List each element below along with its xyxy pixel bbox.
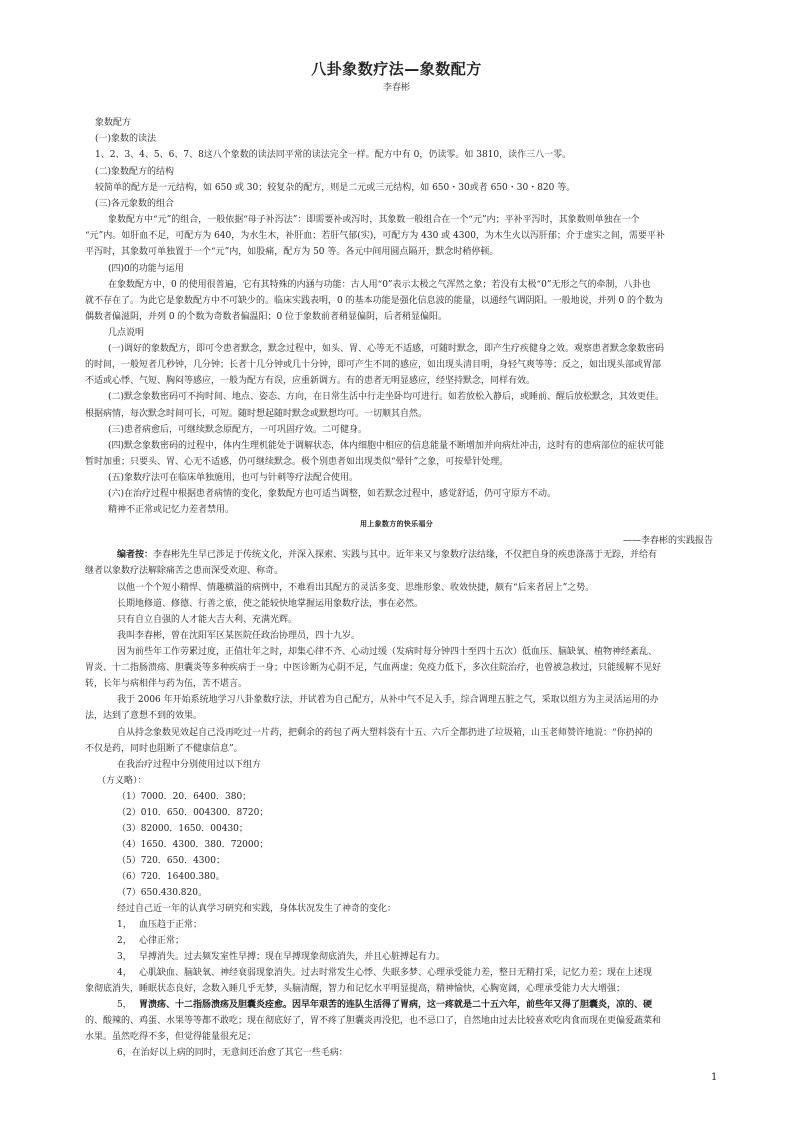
paragraph-line: 我于 2006 年开始系统地学习八卦象数疗法，并试着为自己配方，从补中气不足入手，综合调理五脏之气，采取以组方为主灵活运用的办 — [117, 695, 659, 705]
section-3-title: (三)各元象数的组合 — [95, 199, 175, 209]
change-number: 2， — [117, 936, 132, 946]
change-text: 心肌缺血、脑缺氧、神经衰弱现象消失。过去时常发生心悸、失眠多梦、心理承受能力差，整日无精打采，记忆力差；现在上述现 — [139, 968, 653, 978]
paragraph-line: 6，在治好以上病的同时，无意间还治愈了其它一些毛病： — [117, 1048, 348, 1058]
paragraph-line: 只有自立自强的人才能大吉大利、充满光辉。 — [117, 615, 298, 625]
report-title: 用上象数方的快乐福分 — [360, 520, 433, 528]
paragraph-line: 继者以象数疗法解除痛苦之患而深受欢迎、称奇。 — [85, 566, 284, 576]
paragraph-line: 象彻底消失，睡眠状态良好，念数入睡几乎无梦，头脑清醒，智力和记忆水平明显提高，精神愉快，心胸宽阔，心理承受能力大大增强； — [85, 984, 626, 994]
editor-text: 李春彬先生早已涉足于传统文化，并深入探索、实践与其中。近年来又与象数疗法结缘，不仅把自身的疾患涤荡于无踪，并给有 — [153, 550, 658, 560]
change-text: 血压趋于正常； — [139, 920, 203, 930]
change-item — [117, 935, 737, 947]
editor-note-line — [117, 549, 737, 561]
paragraph-line: (四)默念象数密码的过程中，体内生理机能处于调解状态，体内细胞中相应的信息能量不断增加并向病灶冲击，这时有的患病部位的症状可能 — [108, 441, 665, 451]
formula-item: （1）7000．20．6400．380； — [117, 792, 252, 802]
paragraph-line: 不适或心悸、气短、胸闷等感应，一般为配方有误，应重新调方。有的患者无明显感应，经坚持默念，同样有效。 — [85, 376, 536, 386]
paragraph-line: 经过自己近一年的认真学习研究和实践，身体状况发生了神奇的变化： — [117, 904, 397, 914]
editor-label: 编者按： — [117, 550, 154, 560]
change-item — [117, 951, 737, 963]
change-text: 心律正常； — [139, 936, 185, 946]
formula-item: （6）720．16400.380。 — [117, 872, 225, 882]
formula-item: （7）650.430.820。 — [117, 888, 207, 898]
document-title: 八卦象数疗法—象数配方 — [311, 60, 482, 78]
section-heading: 象数配方 — [95, 118, 132, 128]
formula-item: （5）720．650．4300； — [117, 856, 225, 866]
change-item — [117, 967, 737, 979]
paragraph-line: 水果。虽然吃得不多，但觉得能量很充足； — [85, 1032, 257, 1042]
paragraph-line: 的、酸辣的、鸡蛋、水果等等都不敢吃；现在彻底好了，胃不疼了胆囊炎再没犯，也不忌口了，自然地由过去比较喜欢吃肉食而现在更偏爱蔬菜和 — [85, 1016, 662, 1026]
paragraph-line: 转，长年与病相伴与药为伍，苦不堪言。 — [85, 679, 248, 689]
paragraph-line: (二)默念象数密码可不拘时间、地点、姿态、方向，在日常生活中行走坐卧均可进行。如若放松入静后，或睡前、醒后放松默念，其效更佳。 — [108, 392, 665, 402]
change-text: 胃溃疡、十二指肠溃疡及胆囊炎痊愈。因早年艰苦的连队生活得了胃病，这一疼就是二十五六年，前些年又得了胆囊炎，凉的、硬 — [139, 1000, 653, 1010]
change-number: 3， — [117, 952, 132, 962]
paragraph-line: 偶数者偏滋阴，并列 0 的个数为奇数者偏温阳；0 位于象数前者稍显偏阴，后者稍显偏阳。 — [85, 312, 448, 322]
change-number: 4， — [117, 968, 132, 978]
section-4-title: (四)0的功能与运用 — [108, 264, 184, 274]
paragraph-line: 在象数配方中，0 的使用很普遍，它有其特殊的内涵与功能：古人用“0”表示太极之气浑然之象；若没有太极“0”无形之气的牵制，八卦也 — [108, 280, 651, 290]
section-2-title: (二)象数配方的结构 — [95, 167, 175, 177]
paragraph-line: 根据病情，每次默念时间可长，可短。随时想起随时默念或默想均可。一切顺其自然。 — [85, 409, 428, 419]
change-number: 5， — [117, 1000, 132, 1010]
paragraph-line: 在我治疗过程中分别使用过以下组方 — [117, 760, 262, 770]
paragraph-line: 平泻时，其象数可单独置于一个“元”内，如股痛，配方为 50 等。各元中间用圆点隔开，默念时稍停顿。 — [85, 247, 499, 257]
paragraph-line: (一)调好的象数配方，即可令患者默念，默念过程中，如头、胃、心等无不适感，可随时默念，即产生疗疾健身之效。观察患者默念象数密码 — [108, 344, 665, 354]
page-number: 1 — [711, 1072, 718, 1083]
section-1-text: 1、2、3、4、5、6、7、8这八个象数的读法同平常的读法完全一样。配方中有 0，仍读零。如 3810，读作三八一零。 — [95, 150, 572, 160]
paragraph-line: (五)象数疗法可在临床单独施用，也可与针刺等疗法配合使用。 — [108, 473, 359, 483]
paragraph-line: 自从持念象数见效起自己没再吃过一片药，把剩余的药包了两大塑料袋有十五、六斤全都扔进了垃圾箱，山玉老师赞许地说：“你扔掉的 — [117, 728, 653, 738]
paragraph-line: “元”内。如肝血不足，可配方为 640，为水生木，补肝血；若肝气郁(实)，可配方为 430 或 4300，为木生火以泻肝郁；介于虚实之间，需要平补 — [85, 231, 665, 241]
paragraph-line: 象数配方中“元”的组合，一般依据“母子补泻法”：即需要补或泻时，其象数一般组合在一个“元”内；平补平泻时，其象数则单独在一个 — [108, 215, 640, 225]
formula-item: （3）82000．1650．00430； — [117, 824, 248, 834]
formula-item: （2）010．650．004300．8720； — [117, 808, 269, 818]
notes-title: 几点说明 — [108, 328, 145, 338]
change-text: 早搏消失。过去频发室性早搏；现在早搏现象彻底消失，并且心脏搏起有力。 — [139, 952, 446, 962]
section-2-text: 较简单的配方是一元结构，如 650 或 30；较复杂的配方，则是二元或三元结构，如 650・30或者 650・30・820 等。 — [95, 183, 576, 193]
change-item — [117, 919, 737, 931]
paragraph-line: 精神不正常或记忆力差者禁用。 — [108, 505, 235, 515]
paragraph-line: 胃炎、十二指肠溃疡、胆囊炎等多种疾病于一身；中医诊断为心阴不足，气血两虚；免疫力低下，多次住院治疗，也曾被急救过，只能缓解不见好 — [85, 663, 662, 673]
paragraph-line: 法，达到了意想不到的效果。 — [85, 711, 203, 721]
change-number: 1， — [117, 920, 132, 930]
paragraph-line: 因为前些年工作劳累过度，正值壮年之时，却集心律不齐、心动过缓（发病时每分钟四十至四十五次）低血压、脑缺氧、植物神经紊乱、 — [117, 647, 658, 657]
formula-label: （方义略）： — [97, 776, 147, 786]
formula-item: （4）1650．4300．380．72000； — [117, 840, 269, 850]
paragraph-line: (三)患者病愈后，可继续默念原配方，一可巩固疗效。二可健身。 — [108, 425, 368, 435]
paragraph-line: 长期地修道、修德、行善之旅，使之能较快地掌握运用象数疗法，事在必然。 — [117, 599, 424, 609]
section-1-title: (一)象数的读法 — [95, 134, 157, 144]
report-byline: ——李春彬的实践报告 — [622, 536, 713, 546]
document-author: 李春彬 — [382, 83, 410, 93]
change-item — [117, 999, 737, 1011]
paragraph-line: 我叫李春彬，曾在沈阳军区某医院任政治协理员，四十九岁。 — [117, 631, 361, 641]
paragraph-line: 不仅是药，同时也阻断了不健康信息”。 — [85, 744, 243, 754]
paragraph-line: 的时间，一般短者几秒钟，几分钟；长者十几分钟或几十分钟，即可产生不同的感应，如出现头清目明，身轻气爽等等；反之，如出现头部或胃部 — [85, 360, 662, 370]
paragraph-line: (六)在治疗过程中根据患者病情的变化，象数配方也可适当调整，如若默念过程中，感觉舒适，仍可守原方不动。 — [108, 489, 557, 499]
paragraph-line: 以他一个个短小精悍、情趣横溢的病例中，不难看出其配方的灵活多变、思维形象、收效快捷，颇有“后来者居上”之势。 — [117, 583, 595, 593]
paragraph-line: 就不存在了。为此它是象数配方中不可缺少的。临床实践表明，0 的基本功能是强化信息波的能量，以通经气调阴阳。一般地说，并列 0 的个数为 — [85, 296, 664, 306]
paragraph-line: 暂时加重；只要头、胃、心无不适感，仍可继续默念。极个别患者如出现类似“晕针”之象，可按晕针处理。 — [85, 457, 509, 467]
